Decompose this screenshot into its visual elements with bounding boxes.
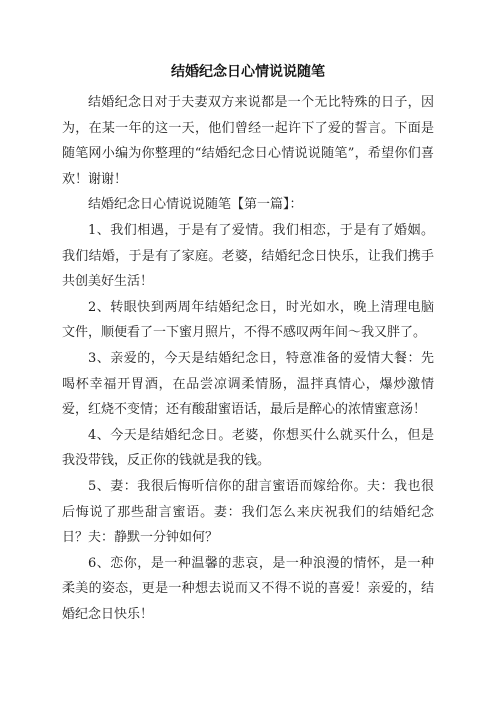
list-item-6: 6、恋你，是一种温馨的悲哀，是一种浪漫的情怀，是一种柔美的姿态，更是一种想去说而又不得不说的喜爱！亲爱的，结婚纪念日快乐！ bbox=[62, 555, 434, 622]
list-item-4: 4、今天是结婚纪念日。老婆，你想买什么就买什么，但是我没带钱，反正你的钱就是我的钱。 bbox=[62, 427, 434, 469]
list-item-3: 3、亲爱的，今天是结婚纪念日，特意准备的爱情大餐：先喝杯幸福开胃酒，在品尝凉调柔情肠，温拌真情心，爆炒激情爱，红烧不变情；还有酸甜蜜语话，最后是醉心的浓情蜜意汤！ bbox=[62, 350, 434, 418]
section-heading: 结婚纪念日心情说说随笔【第一篇】： bbox=[88, 197, 303, 213]
intro-paragraph: 结婚纪念日对于夫妻双方来说都是一个无比特殊的日子，因为，在某一年的这一天，他们曾经一起许下了爱的誓言。下面是随笔网小编为你整理的“结婚纪念日心情说说随笔”，希望你们喜欢！谢谢！ bbox=[62, 95, 434, 187]
document-title: 结婚纪念日心情说说随笔 bbox=[171, 64, 325, 80]
list-item-1: 1、我们相遇，于是有了爱情。我们相恋，于是有了婚姻。我们结婚，于是有了家庭。老婆，结婚纪念日快乐，让我们携手共创美好生活！ bbox=[62, 222, 434, 290]
list-item-5: 5、妻：我很后悔听信你的甜言蜜语而嫁给你。夫：我也很后悔说了那些甜言蜜语。妻：我们怎么来庆祝我们的结婚纪念日？夫：静默一分钟如何？ bbox=[62, 478, 434, 546]
list-item-2: 2、转眼快到两周年结婚纪念日，时光如水，晚上清理电脑文件，顺便看了一下蜜月照片，不得不感叹两年间～我又胖了。 bbox=[62, 299, 434, 341]
document-body bbox=[62, 90, 434, 627]
